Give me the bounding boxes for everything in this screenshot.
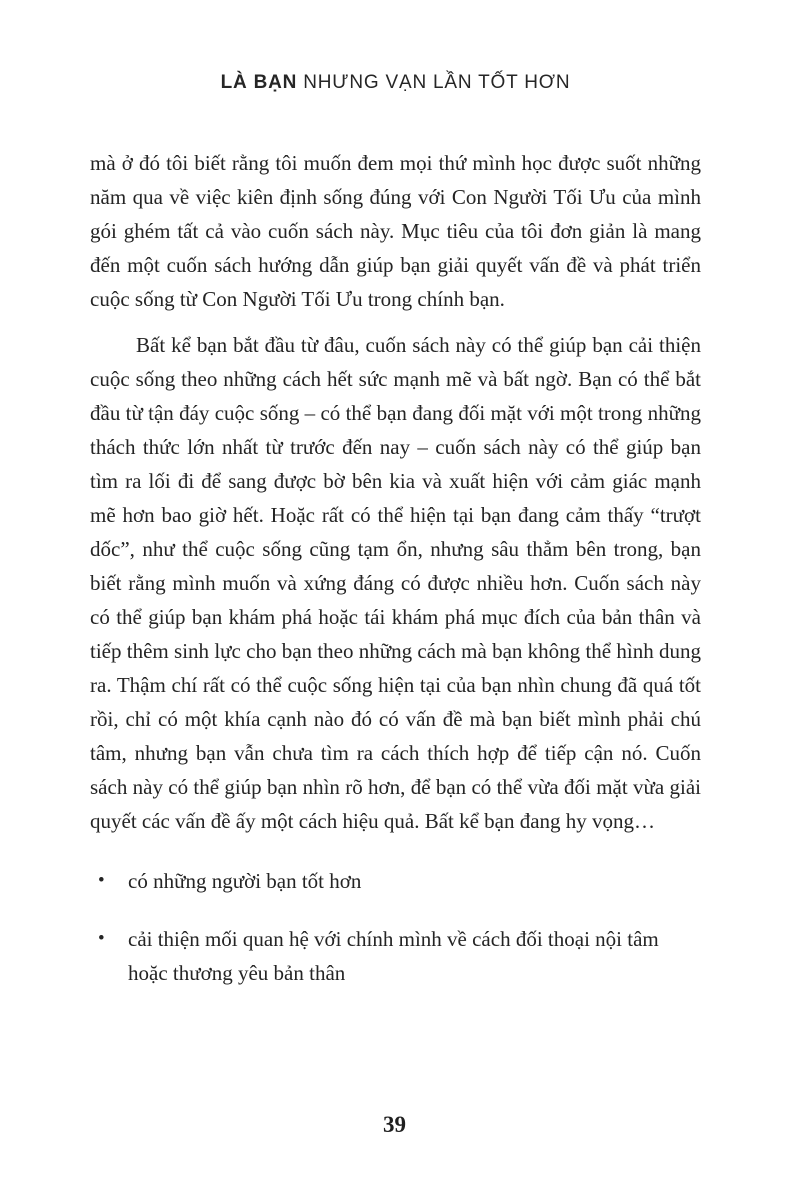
bullet-text-1: có những người bạn tốt hơn [128, 869, 362, 893]
bullet-list [90, 864, 701, 990]
paragraph-2: Bất kể bạn bắt đầu từ đâu, cuốn sách này có thể giúp bạn cải thiện cuộc sống theo những cách hết sức mạnh mẽ và bất ngờ. Bạn có thể bắt đầu từ tận đáy cuộc sống – có thể bạn đang đối mặt với một trong những thách thức lớn nhất từ trước đến nay – cuốn sách này có thể giúp bạn tìm ra lối đi để sang được bờ bên kia và xuất hiện với cảm giác mạnh mẽ hơn bao giờ hết. Hoặc rất có thể hiện tại bạn đang cảm thấy “trượt dốc”, như thể cuộc sống cũng tạm ổn, nhưng sâu thẳm bên trong, bạn biết rằng mình muốn và xứng đáng có được nhiều hơn. Cuốn sách này có thể giúp bạn khám phá hoặc tái khám phá mục đích của bản thân và tiếp thêm sinh lực cho bạn theo những cách mà bạn không thể hình dung ra. Thậm chí rất có thể cuộc sống hiện tại của bạn nhìn chung đã quá tốt rồi, chỉ có một khía cạnh nào đó có vấn đề mà bạn biết mình phải chú tâm, nhưng bạn vẫn chưa tìm ra cách thích hợp để tiếp cận nó. Cuốn sách này có thể giúp bạn nhìn rõ hơn, để bạn có thể vừa đối mặt vừa giải quyết các vấn đề ấy một cách hiệu quả. Bất kể bạn đang hy vọng… [90, 333, 701, 833]
list-item [90, 922, 701, 990]
paragraph-1: mà ở đó tôi biết rằng tôi muốn đem mọi thứ mình học được suốt những năm qua về việc kiên định sống đúng với Con Người Tối Ưu của mình gói ghém tất cả vào cuốn sách này. Mục tiêu của tôi đơn giản là mang đến một cuốn sách hướng dẫn giúp bạn giải quyết vấn đề và phát triển cuộc sống từ Con Người Tối Ưu trong chính bạn. [90, 151, 701, 311]
bullet-icon: • [98, 928, 105, 949]
bullet-text-2: cải thiện mối quan hệ với chính mình về cách đối thoại nội tâm hoặc thương yêu bản thân [128, 927, 659, 985]
running-head [90, 72, 701, 94]
list-item [90, 864, 701, 898]
bullet-icon: • [98, 870, 105, 891]
body-text [90, 146, 701, 838]
running-head-title-bold: LÀ BẠN [220, 72, 298, 93]
page-number: 39 [383, 1112, 406, 1137]
running-head-title-regular: NHƯNG VẠN LẦN TỐT HƠN [297, 72, 571, 93]
